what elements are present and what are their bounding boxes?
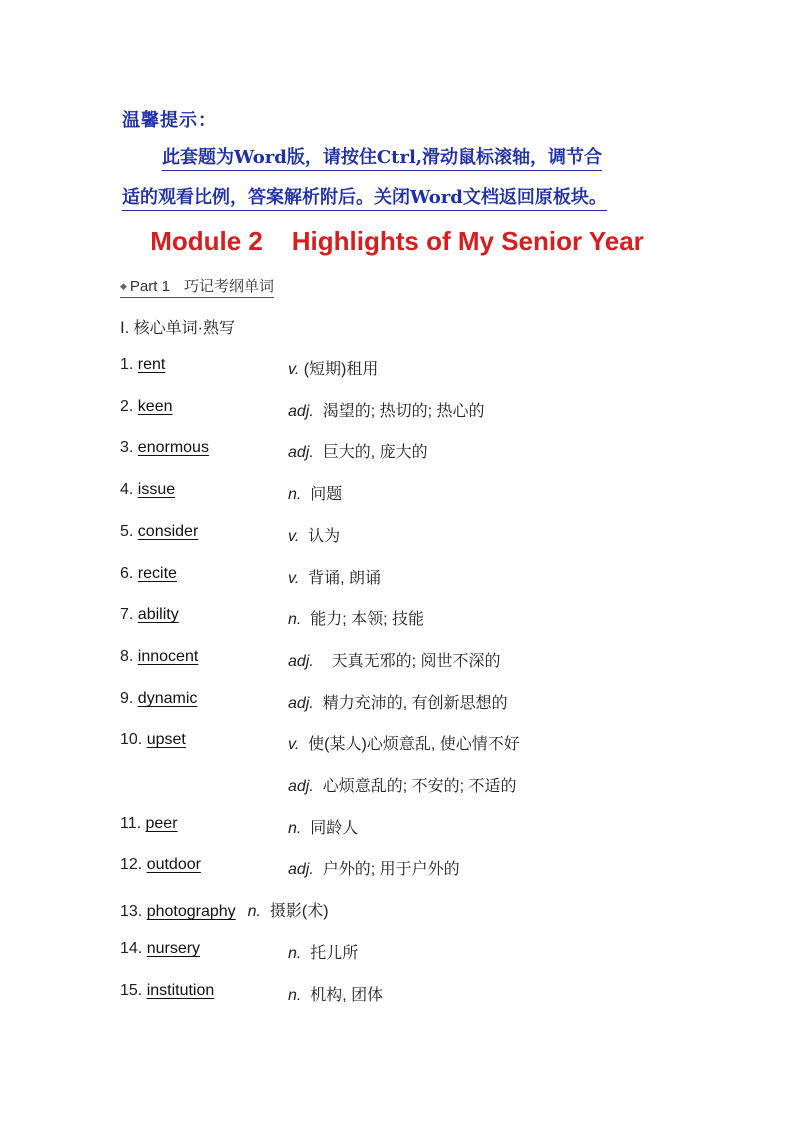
- word-number: 14.: [120, 940, 147, 957]
- meaning-text: 托儿所: [301, 945, 359, 962]
- part-of-speech: adj.: [288, 403, 314, 420]
- word-row: [120, 898, 329, 922]
- part-of-speech: adj.: [288, 778, 314, 795]
- word-row: [120, 856, 460, 880]
- vocab-word: dynamic: [137, 690, 198, 707]
- word-number: 11.: [120, 815, 146, 832]
- vocab-word: recite: [137, 565, 177, 582]
- section-heading: Ⅰ. 核心单词·熟写: [120, 320, 235, 337]
- part-of-speech: v.: [288, 528, 300, 545]
- word-number: 5.: [120, 523, 138, 540]
- word-row: [120, 982, 384, 1006]
- word-row: [120, 606, 425, 630]
- part-text: 巧记考纲单词: [183, 278, 274, 295]
- vocab-word: rent: [137, 356, 166, 373]
- vocab-word: enormous: [137, 439, 209, 456]
- part-of-speech: n.: [288, 611, 302, 628]
- part-of-speech: adj.: [288, 444, 314, 461]
- word-number: 12.: [120, 856, 147, 873]
- meaning-text: (短期)租用: [299, 361, 379, 378]
- meaning-text: 认为: [299, 528, 341, 545]
- word-row: [120, 523, 341, 547]
- part-of-speech: n.: [288, 987, 302, 1004]
- word-number: 13.: [120, 903, 147, 920]
- part-of-speech: adj.: [288, 653, 314, 670]
- word-row: [120, 565, 382, 589]
- part-heading: [120, 275, 274, 298]
- part-of-speech: v.: [288, 361, 300, 378]
- word-row: [120, 690, 508, 714]
- diamond-icon: ◆: [120, 281, 127, 291]
- word-number: 2.: [120, 398, 138, 415]
- word-number: 6.: [120, 565, 138, 582]
- part-of-speech: n.: [288, 820, 302, 837]
- word-meaning: [288, 356, 378, 379]
- vocab-word: ability: [137, 606, 179, 623]
- word-row: [120, 398, 485, 422]
- meaning-text: 摄影(术): [261, 903, 329, 920]
- vocab-word: nursery: [146, 940, 201, 957]
- vocab-word: upset: [146, 731, 186, 748]
- meaning-text: 巨大的, 庞大的: [313, 444, 428, 461]
- word-meaning: [288, 773, 516, 796]
- word-meaning: [288, 606, 424, 629]
- part-of-speech: n.: [247, 903, 261, 920]
- meaning-text: 户外的; 用于户外的: [313, 861, 460, 878]
- vocab-word: peer: [145, 815, 178, 832]
- vocab-word: issue: [137, 481, 176, 498]
- word-row: [120, 815, 359, 839]
- word-meaning: [288, 523, 340, 546]
- notice-line-1: 此套题为Word版，请按住Ctrl,滑动鼠标滚轴，调节合: [162, 146, 602, 171]
- meaning-text: 精力充沛的, 有创新思想的: [313, 695, 508, 712]
- meaning-text: 问题: [301, 486, 343, 503]
- word-meaning: [288, 940, 358, 963]
- word-meaning: [288, 815, 358, 838]
- word-number: 9.: [120, 690, 138, 707]
- word-row: [120, 356, 379, 380]
- word-meaning: [288, 731, 520, 754]
- vocab-word: innocent: [137, 648, 199, 665]
- word-row: [120, 940, 359, 964]
- vocab-word: photography: [146, 903, 236, 920]
- module-title: Module 2 Highlights of My Senior Year: [150, 226, 644, 256]
- notice-line-2: 适的观看比例，答案解析附后。关闭Word文档返回原板块。: [122, 186, 607, 211]
- part-of-speech: n.: [288, 945, 302, 962]
- word-meaning: [288, 439, 428, 462]
- part-label: Part 1: [129, 278, 170, 295]
- meaning-text: 背诵, 朗诵: [299, 570, 382, 587]
- word-row: [120, 731, 520, 755]
- part-of-speech: v.: [288, 570, 300, 587]
- part-of-speech: adj.: [288, 861, 314, 878]
- meaning-text: 心烦意乱的; 不安的; 不适的: [313, 778, 517, 795]
- word-number: 4.: [120, 481, 138, 498]
- vocab-word: consider: [137, 523, 199, 540]
- meaning-text: 能力; 本领; 技能: [301, 611, 425, 628]
- meaning-text: 天真无邪的; 阅世不深的: [313, 653, 501, 670]
- word-meaning: [288, 398, 484, 421]
- part-of-speech: adj.: [288, 695, 314, 712]
- meaning-text: 同龄人: [301, 820, 359, 837]
- word-row: [120, 648, 501, 672]
- word-meaning: [288, 690, 508, 713]
- part-of-speech: n.: [288, 486, 302, 503]
- word-number: 1.: [120, 356, 138, 373]
- word-number: 7.: [120, 606, 138, 623]
- word-row: [120, 439, 428, 463]
- word-meaning: [288, 481, 342, 504]
- word-meaning: [288, 856, 460, 879]
- part-of-speech: v.: [288, 736, 300, 753]
- vocab-word: outdoor: [146, 856, 201, 873]
- word-row: [120, 481, 343, 505]
- word-meaning: [248, 903, 329, 920]
- word-meaning: [288, 648, 500, 671]
- word-number: 10.: [120, 731, 147, 748]
- word-number: 8.: [120, 648, 138, 665]
- meaning-text: 渴望的; 热切的; 热心的: [313, 403, 485, 420]
- meaning-text: 机构, 团体: [301, 987, 384, 1004]
- meaning-text: 使(某人)心烦意乱, 使心情不好: [299, 736, 520, 753]
- word-meaning: [288, 982, 383, 1005]
- vocab-word: keen: [137, 398, 173, 415]
- notice-title: 温馨提示：: [122, 110, 217, 131]
- word-number: 3.: [120, 439, 138, 456]
- word-meaning: [288, 565, 381, 588]
- word-number: 15.: [120, 982, 147, 999]
- vocab-word: institution: [146, 982, 215, 999]
